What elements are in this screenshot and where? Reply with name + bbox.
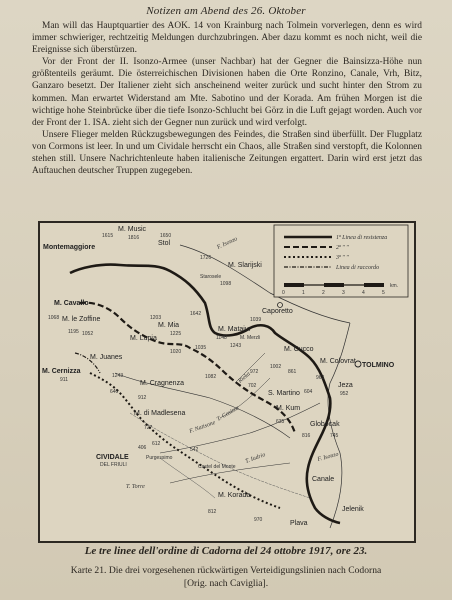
place-label: M. Korada	[218, 492, 251, 499]
place-label: M. Cavallo	[54, 300, 89, 307]
place-label: Montemaggiore	[43, 244, 96, 251]
legend-label: 2ª " "	[336, 245, 349, 251]
place-label: Globocak	[310, 421, 340, 428]
elevation-label: 972	[250, 369, 259, 375]
place-label: M. Matajur	[218, 326, 252, 333]
scale-tick: 4	[362, 290, 365, 296]
scale-tick: 1	[302, 290, 305, 296]
map-caption-title: Le tre linee dell'ordine di Cadorna del 24 ottobre 1917, ore 23.	[84, 545, 368, 557]
elevation-label: 816	[302, 433, 311, 439]
elevation-label: 1195	[68, 329, 79, 335]
place-label: M. Kum	[276, 405, 301, 412]
elevation-label: 406	[138, 445, 147, 451]
river-label: T. Torre	[126, 484, 145, 490]
elevation-label: 1243	[230, 343, 242, 349]
place-label: M. Cragnenza	[140, 380, 184, 387]
elevation-label: 911	[60, 377, 68, 383]
place-label: M. Music	[118, 226, 146, 233]
place-label: Jeza	[338, 382, 353, 389]
place-label: M. Lupia	[130, 335, 157, 342]
elevation-label: 1098	[220, 281, 232, 287]
place-label: Starosele	[200, 274, 222, 280]
place-label: M. Slarijski	[228, 262, 262, 269]
map-caption: Karte 21. Die drei vorgesehenen rückwärtigen Verteidigungslinien nach Codorna	[70, 565, 382, 576]
place-label: Stol	[158, 240, 171, 247]
map-caption-source: [Orig. nach Caviglia].	[183, 578, 269, 589]
running-head: Notizen am Abend des 26. Oktober	[146, 5, 306, 17]
elevation-label: 542	[190, 447, 199, 453]
place-label: M. Juanes	[90, 354, 123, 361]
river-label: F. Natisone	[188, 419, 217, 435]
elevation-label: 1035	[195, 345, 207, 351]
elevation-label: 727	[144, 425, 153, 431]
place-label: M. Cucco	[284, 346, 314, 353]
elevation-label: 1816	[128, 235, 140, 241]
elevation-label: 812	[208, 509, 217, 515]
elevation-label: 1615	[102, 233, 114, 239]
legend-label: 1ª Linea di resistenza	[336, 235, 388, 241]
elevation-label: 970	[254, 517, 263, 523]
elevation-label: 1020	[170, 349, 182, 355]
place-label: Canale	[312, 476, 335, 483]
elevation-label: 912	[138, 395, 147, 401]
river-label: Rieka	[237, 371, 252, 385]
place-label: S. Martino	[268, 390, 300, 397]
elevation-label: 1039	[250, 317, 262, 323]
elevation-label: 861	[288, 369, 297, 375]
elevation-label: 1068	[48, 315, 60, 321]
elevation-label: 1203	[150, 315, 162, 321]
legend-label: Linea di raccordo	[336, 265, 380, 271]
scale-tick: 2	[322, 290, 325, 296]
place-label: Jelenik	[342, 506, 364, 513]
place-label: M. Cernizza	[42, 368, 81, 375]
elevation-label: 1225	[170, 331, 182, 337]
place-label: Plava	[290, 520, 308, 527]
map-figure	[38, 221, 416, 543]
elevation-label: 963	[316, 375, 325, 381]
place-label: TOLMINO	[362, 362, 395, 369]
elevation-label: 604	[304, 389, 313, 395]
place-label: M. Colovrat	[320, 358, 356, 365]
scale-tick: 3	[342, 290, 345, 296]
elevation-label: 745	[330, 433, 339, 439]
place-label: CIVIDALE	[96, 454, 129, 461]
elevation-label: 612	[152, 441, 161, 447]
map-legend	[274, 225, 408, 297]
place-label: M. di Madlesena	[134, 410, 186, 417]
place-label: Castel del Monte	[198, 464, 236, 470]
river-label: T. Iudrio	[244, 452, 267, 465]
map-svg	[40, 223, 410, 537]
elevation-label: 1052	[82, 331, 94, 337]
elevation-label: 1726	[200, 255, 212, 261]
elevation-label: 635	[276, 419, 285, 425]
body-text	[32, 20, 422, 177]
elevation-label: 640	[110, 389, 119, 395]
paragraph: Vor der Front der II. Isonzo-Armee (unser Nachbar) hat der Gegner die Bainsizza-Höhe nun größtenteils geräumt. Die österreichischen Divisionen haben die Orte Ronzino, Canale, Vrh, Bitz, Ganzaro besetzt. Der Italiener zieht sich anscheinend weiter zurück und sucht hinter den Strom zu kommen. Man erwartet Widerstand am Mte. Sabotino und der Korada. Am frühen Morgen ist die wichtige hohe Steinbrücke über die tiefe Isonzo-Schlucht bei Görz in die Luft gejagt worden. Auch vor der Front der 1. ISA. zieht sich der Gegner nun zurück und wird verfolgt.	[32, 57, 422, 128]
elevation-label: 1243	[112, 373, 124, 379]
paragraph: Man will das Hauptquartier des AOK. 14 von Krainburg nach Tolmein vorverlegen, denn es wird immer schwieriger, rechtzeitig Meldungen durchzubringen. Aber dazu kommt es noch nicht, weil die Ereignisse sich überstürzen.	[32, 21, 422, 56]
scale-tick: 0	[282, 290, 285, 296]
scale-unit: km.	[390, 283, 399, 289]
elevation-label: 1002	[270, 364, 282, 370]
river-label: F. Isonzo	[316, 451, 340, 463]
place-label: M. le Zoffine	[62, 316, 101, 323]
elevation-label: 1148	[216, 335, 227, 341]
river-label: F. Isonzo	[216, 236, 239, 251]
scale-tick: 5	[382, 290, 385, 296]
legend-label: 3ª " "	[336, 255, 349, 261]
place-label: DEL FRIULI	[100, 462, 127, 468]
place-label: Purgessimo	[146, 455, 173, 461]
paragraph: Unsere Flieger melden Rückzugsbewegungen des Feindes, die Straßen sind überfüllt. Der Flugplatz von Cormons ist leer. In und um Cividale herrscht ein Chaos, alle Straßen sind verstopft, die Kolonnen stehen still. Unsere Nachrichtenleute haben italienische Zeitungen ergattert. Darin wird erst jetzt das Auftauchen deutscher Truppen zugegeben.	[32, 129, 422, 177]
elevation-label: 1650	[160, 233, 172, 239]
place-label: M. Mia	[158, 322, 179, 329]
river-label: T. Cosizza	[216, 405, 241, 423]
elevation-label: 702	[248, 383, 257, 389]
elevation-label: 1082	[205, 374, 217, 380]
place-label: M. Merzli	[240, 335, 261, 341]
elevation-label: 952	[340, 391, 349, 397]
elevation-label: 1642	[190, 311, 202, 317]
place-label: Caporetto	[262, 308, 293, 315]
